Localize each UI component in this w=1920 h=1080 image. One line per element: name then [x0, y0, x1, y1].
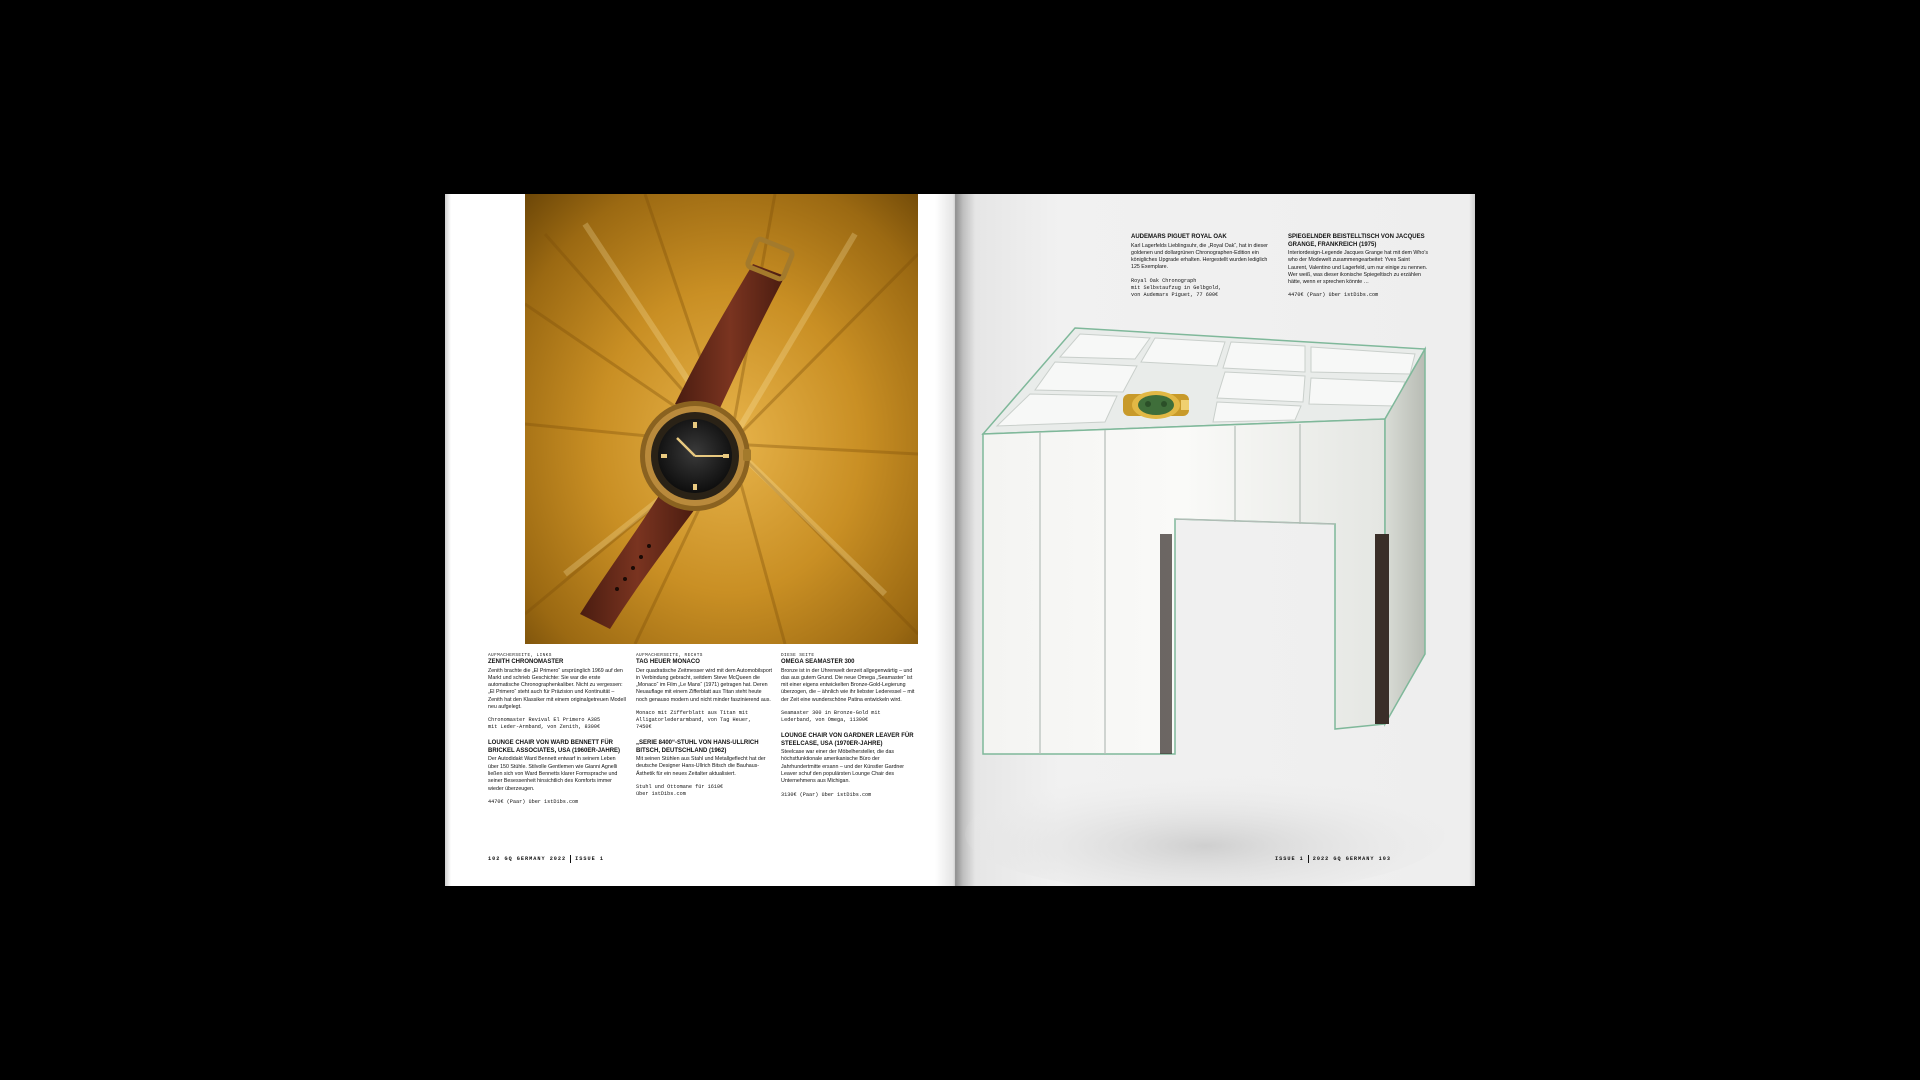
- gold-watch: [1123, 391, 1189, 419]
- article-title: „SERIE 8400“-STUHL VON HANS-ULLRICH BITSCH, DEUTSCHLAND (1962): [636, 740, 759, 754]
- footer-divider: [1308, 855, 1309, 863]
- article-body: Zenith brachte die „El Primero“ ursprünglich 1969 auf den Markt und schrieb Geschichte: Sie war die erste automatische Chronographenkaliber. Nicht zu vergessen: „El Primero“ steht auch für Präzision und Kontinuität – Zenith hat den Klassiker mit einem originalgetreuen Modell neu aufgelegt.: [488, 667, 626, 711]
- article-body: Interiordesign-Legende Jacques Grange hat mit dem Who's who der Modewelt zusammengearbeitet: Yves Saint Laurent, Valentino und Lagerfeld, um nur einige zu nennen. Wer weiß, was dieser ikonische Spiegeltisch zu erzählen hätte, wenn er sprechen könnte …: [1288, 250, 1428, 286]
- article-body: Der quadratische Zeitmesser wird mit dem Automobilsport in Verbindung gebracht, seitdem Steve McQueen die „Monaco“ im Film „Le Mans“ (1971) getragen hat. Deren Neuauflage mit einem Zifferblatt aus Titan steht heute noch genauso modern und nicht minder faszinierend aus.: [636, 667, 773, 703]
- article-kicker: AUFMACHERSEITE, LINKS: [488, 653, 552, 658]
- article-column-2: [636, 653, 774, 807]
- magazine-spread: [445, 194, 1475, 886]
- article-title: OMEGA SEAMASTER 300: [781, 659, 855, 666]
- right-page: [955, 194, 1475, 886]
- article-title: LOUNGE CHAIR VON WARD BENNETT FÜR BRICKEL ASSOCIATES, USA (1960ER-JAHRE): [488, 740, 621, 754]
- article-kicker: DIESE SEITE: [781, 653, 815, 658]
- article-column-3: [781, 653, 919, 808]
- product-info: Stuhl und Ottomane für 1610€ über 1stDibs.com: [636, 784, 724, 798]
- issue-label: ISSUE 1: [1275, 856, 1304, 862]
- article-column-royal-oak: [1131, 234, 1271, 308]
- product-info: Monaco mit Zifferblatt aus Titan mit Alligatorlederarmband, von Tag Heuer, 7450€: [636, 710, 752, 731]
- article-kicker: AUFMACHERSEITE, RECHTS: [636, 653, 703, 658]
- article-title: LOUNGE CHAIR VON GARDNER LEAVER FÜR STEELCASE, USA (1970ER-JAHRE): [781, 733, 914, 747]
- footer-divider: [570, 855, 571, 863]
- page-footer-left: [488, 855, 604, 863]
- product-info: 4470€ (Paar) über 1stDibs.com: [1288, 292, 1379, 299]
- article-body: Bronze ist in der Uhrenwelt derzeit allgegenwärtig – und das aus gutem Grund. Die neue Omega „Seamaster“ ist mit einer eigens entwickelten Bronze-Gold-Legierung überzogen, die – ähnlich wie ihr liebster Lederessel – mit der Zeit eine wunderschöne Patina entwickeln wird.: [781, 667, 915, 703]
- left-page: [445, 194, 955, 886]
- article-title: TAG HEUER MONACO: [636, 659, 700, 666]
- product-info: Seamaster 300 in Bronze-Gold mit Lederband, von Omega, 11300€: [781, 710, 881, 724]
- page-footer-right: [1275, 855, 1391, 863]
- product-info: Royal Oak Chronograph mit Selbstaufzug in Gelbgold, von Audemars Piguet, 77 600€: [1131, 277, 1222, 298]
- article-column-1: [488, 653, 626, 815]
- article-title: AUDEMARS PIGUET ROYAL OAK: [1131, 234, 1227, 240]
- article-body: Karl Lagerfelds Lieblingsuhr, die „Royal Oak“, hat in dieser goldenen und dollargrünen Chronographen-Edition ein königliches Upgrade erhalten. Hergestellt wurden lediglich 125 Exemplare.: [1131, 242, 1268, 271]
- issue-label: ISSUE 1: [575, 856, 604, 862]
- article-body: Mit seinen Stühlen aus Stahl und Metallgeflecht hat der deutsche Designer Hans-Ullrich Bitsch die Bauhaus-Ästhetik für ein neues Zeitalter aktualisiert.: [636, 756, 766, 777]
- product-info: Chronomaster Revival El Primero A385 mit Leder-Armband, von Zenith, 8300€: [488, 717, 601, 731]
- article-body: Steelcase war einer der Möbelhersteller, die das höchstfunktionale amerikanische Büro der Jahrhundertmitte ersann – und der Künstler Gardner Leaver schuf den populärsten Lounge Chair des Unternehmens aus Michigan.: [781, 749, 905, 785]
- article-title: SPIEGELNDER BEISTELLTISCH VON JACQUES GRANGE, FRANKREICH (1975): [1288, 234, 1425, 248]
- product-info: 3130€ (Paar) über 1stDibs.com: [781, 791, 872, 798]
- article-column-side-table: [1288, 234, 1428, 309]
- folio: 102 GQ GERMANY 2022: [488, 856, 567, 862]
- folio: 2022 GQ GERMANY 103: [1312, 856, 1391, 862]
- watch-on-leather-photo: [525, 194, 918, 644]
- product-info: 4470€ (Paar) über 1stDibs.com: [488, 798, 579, 805]
- article-body: Der Autodidakt Ward Bennett entwarf in seinem Leben über 150 Stühle. Stilvolle Gentlemen wie Gianni Agnelli ließen sich von Ward Bennetts klarer Formsprache und seiner Besessenheit hinsichtlich des Komforts immer wieder überzeugen.: [488, 756, 618, 792]
- article-title: ZENITH CHRONOMASTER: [488, 659, 564, 666]
